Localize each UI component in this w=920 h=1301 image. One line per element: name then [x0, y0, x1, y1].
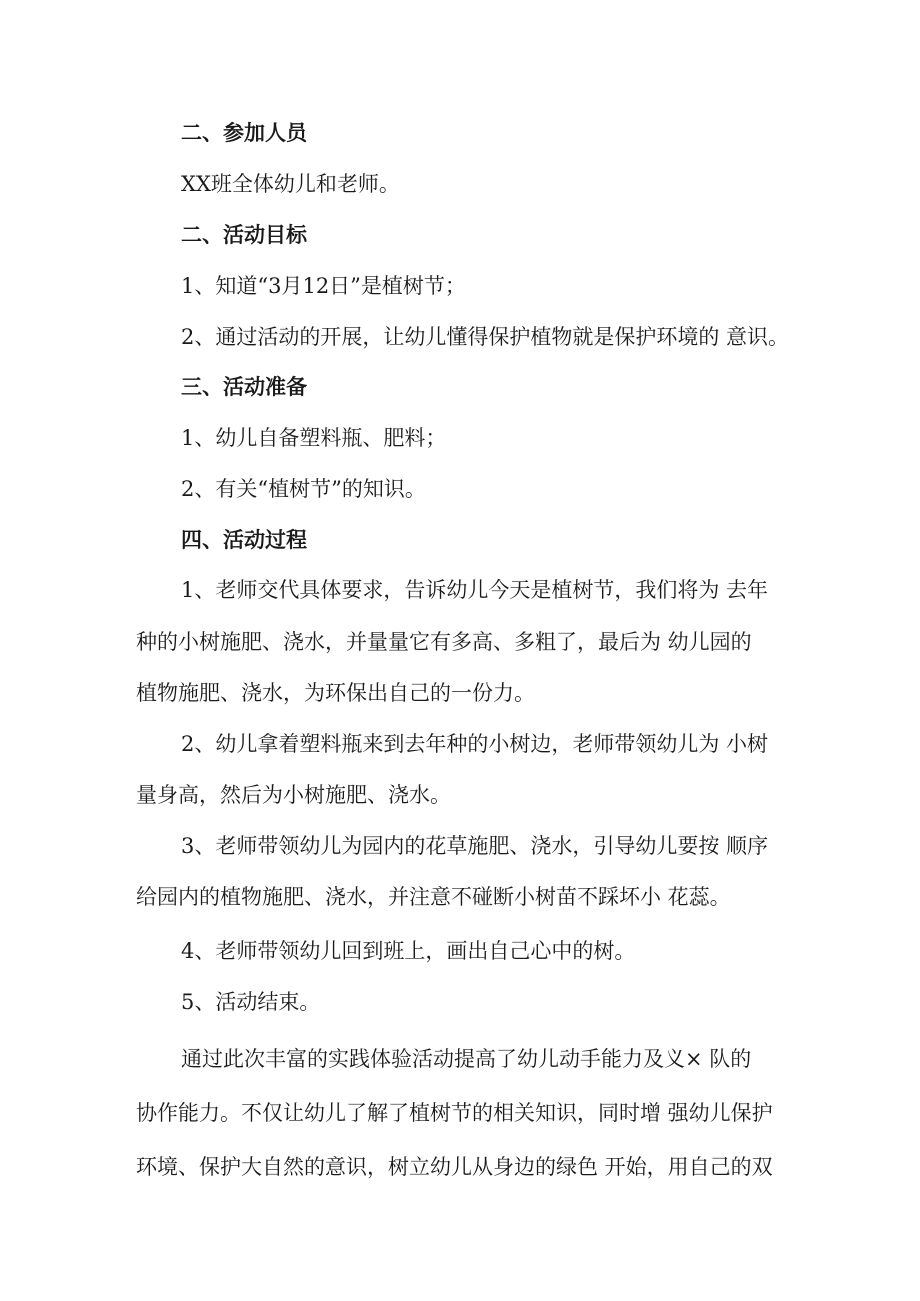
process-step-line: 给园内的植物施肥、浇水，并注意不碰断小树苗不踩坏小 花蕊。 [136, 885, 731, 909]
process-step-line: 量身高，然后为小树施肥、浇水。 [136, 783, 451, 807]
process-step-line: 3、老师带领幼儿为园内的花草施肥、浇水，引导幼儿要按 顺序 [181, 834, 769, 858]
preparation-item: 2、有关“植树节”的知识。 [181, 477, 426, 501]
summary-line: 协作能力。不仅让幼儿了解了植树节的相关知识，同时增 强幼儿保护 [136, 1101, 773, 1125]
process-step-line: 5、活动结束。 [181, 990, 321, 1014]
goals-heading: 二、活动目标 [181, 223, 307, 247]
participants-heading: 二、参加人员 [181, 121, 307, 145]
process-step-line: 种的小树施肥、浇水，并量量它有多高、多粗了，最后为 幼儿园的 [136, 630, 752, 654]
goal-item: 2、通过活动的开展，让幼儿懂得保护植物就是保护环境的 意识。 [181, 325, 790, 349]
preparation-item: 1、幼儿自备塑料瓶、肥料； [181, 426, 447, 450]
summary-line: 通过此次丰富的实践体验活动提高了幼儿动手能力及义× 队的 [181, 1047, 752, 1071]
process-step-line: 2、幼儿拿着塑料瓶来到去年种的小树边，老师带领幼儿为 小树 [181, 732, 769, 756]
process-step-line: 4、老师带领幼儿回到班上，画出自己心中的树。 [181, 939, 636, 963]
goal-item: 1、知道“3月12日”是植树节； [181, 274, 466, 298]
participants-text: XX班全体幼儿和老师。 [181, 172, 400, 196]
summary-line: 环境、保护大自然的意识，树立幼儿从身边的绿色 开始，用自己的双 [136, 1155, 773, 1179]
preparation-heading: 三、活动准备 [181, 375, 307, 399]
process-step-line: 1、老师交代具体要求，告诉幼儿今天是植树节，我们将为 去年 [181, 578, 769, 602]
process-heading: 四、活动过程 [181, 528, 307, 552]
process-step-line: 植物施肥、浇水，为环保出自己的一份力。 [136, 681, 535, 705]
